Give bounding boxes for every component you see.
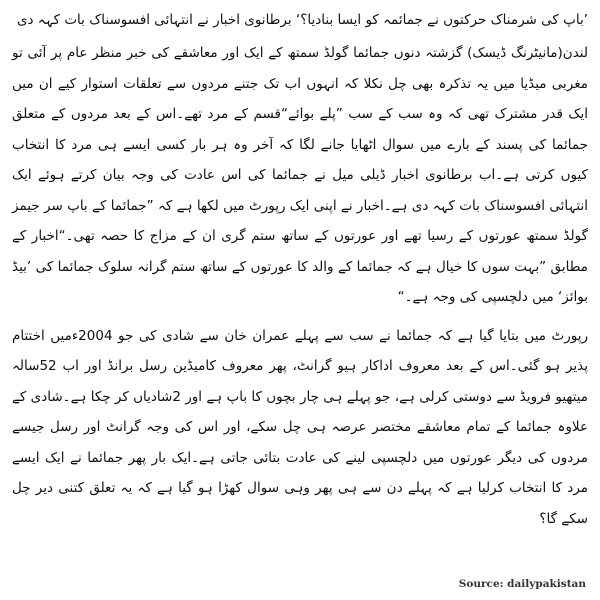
article-paragraph-2: رپورٹ میں بتایا گیا ہے کہ جمائما نے سب سے پہلے عمران خان سے شادی کی جو 2004ءمیں اختتام پذیر ہو گئی۔اس کے بعد معروف اداکار ہیو گرانٹ، پھر معروف کامیڈین رسل برانڈ اور اب 52سالہ میتھیو فرویڈ سے دوستی کرلی ہے، جو پہلے ہی چار بچوں کا باپ ہے اور 2شادیاں کر چکا ہے۔شادی کے علاوہ جمائما کے تمام معاشقے مختصر عرصہ ہی چل سکے، اور اس کی وجہ گرانٹ اور رسل جیسے مردوں کی دیگر عورتوں میں دلچسپی لینے کی عادت بتائی جاتی ہے۔ایک بار پھر جمائما نے ایک ایسے مرد کا انتخاب کرلیا ہے کہ پہلے دن سے ہی پھر وہی سوال کھڑا ہو گیا ہے کہ یہ تعلق کتنی دیر چل سکے گا؟	[12, 327, 589, 527]
article	[12, 6, 588, 534]
source-credit: Source: dailypakistan	[458, 578, 586, 590]
article-headline: ’باپ کی شرمناک حرکتوں نے جمائمہ کو ایسا بنادیا؟‘ برطانوی اخبار نے انتہائی افسوسناک بات کہہ دی	[16, 12, 588, 28]
article-paragraph-1: لندن(مانیٹرنگ ڈیسک) گزشتہ دنوں جمائما گولڈ سمتھ کے ایک اور معاشقے کی خبر منظر عام پر آئی تو مغربی میڈیا میں یہ تذکرہ بھی چل نکلا کہ انہوں اب تک جتنے مردوں سے تعلقات استوار کیے ان میں ایک قدر مشترک تھی کہ وہ سب کے سب ”پلے بوائے“قسم کے مرد تھے۔اس کے بعد مردوں کے متعلق جمائما کی پسند کے بارے میں سوال اٹھایا جانے لگا کہ آخر وہ ہر بار کسی ایسے ہی مرد کا انتخاب کیوں کرتی ہے۔اب برطانوی اخبار ڈیلی میل نے جمائما کی اس عادت کی وجہ بیان کرتے ہوئے ایک انتہائی افسوسناک بات کہہ دی ہے۔اخبار نے اپنی ایک رپورٹ میں لکھا ہے کہ ”جمائما کے باپ سر جیمز گولڈ سمتھ عورتوں کے رسیا تھے اور عورتوں کے ساتھ ستم گری ان کے مزاج کا حصہ تھی۔“اخبار کے مطابق ”بہت سوں کا خیال ہے کہ جمائما کے والد کا عورتوں کے ساتھ ستم گرانہ سلوک جمائما کی ’بیڈ بوائز‘ میں دلچسپی کی وجہ ہے۔“	[12, 45, 588, 305]
